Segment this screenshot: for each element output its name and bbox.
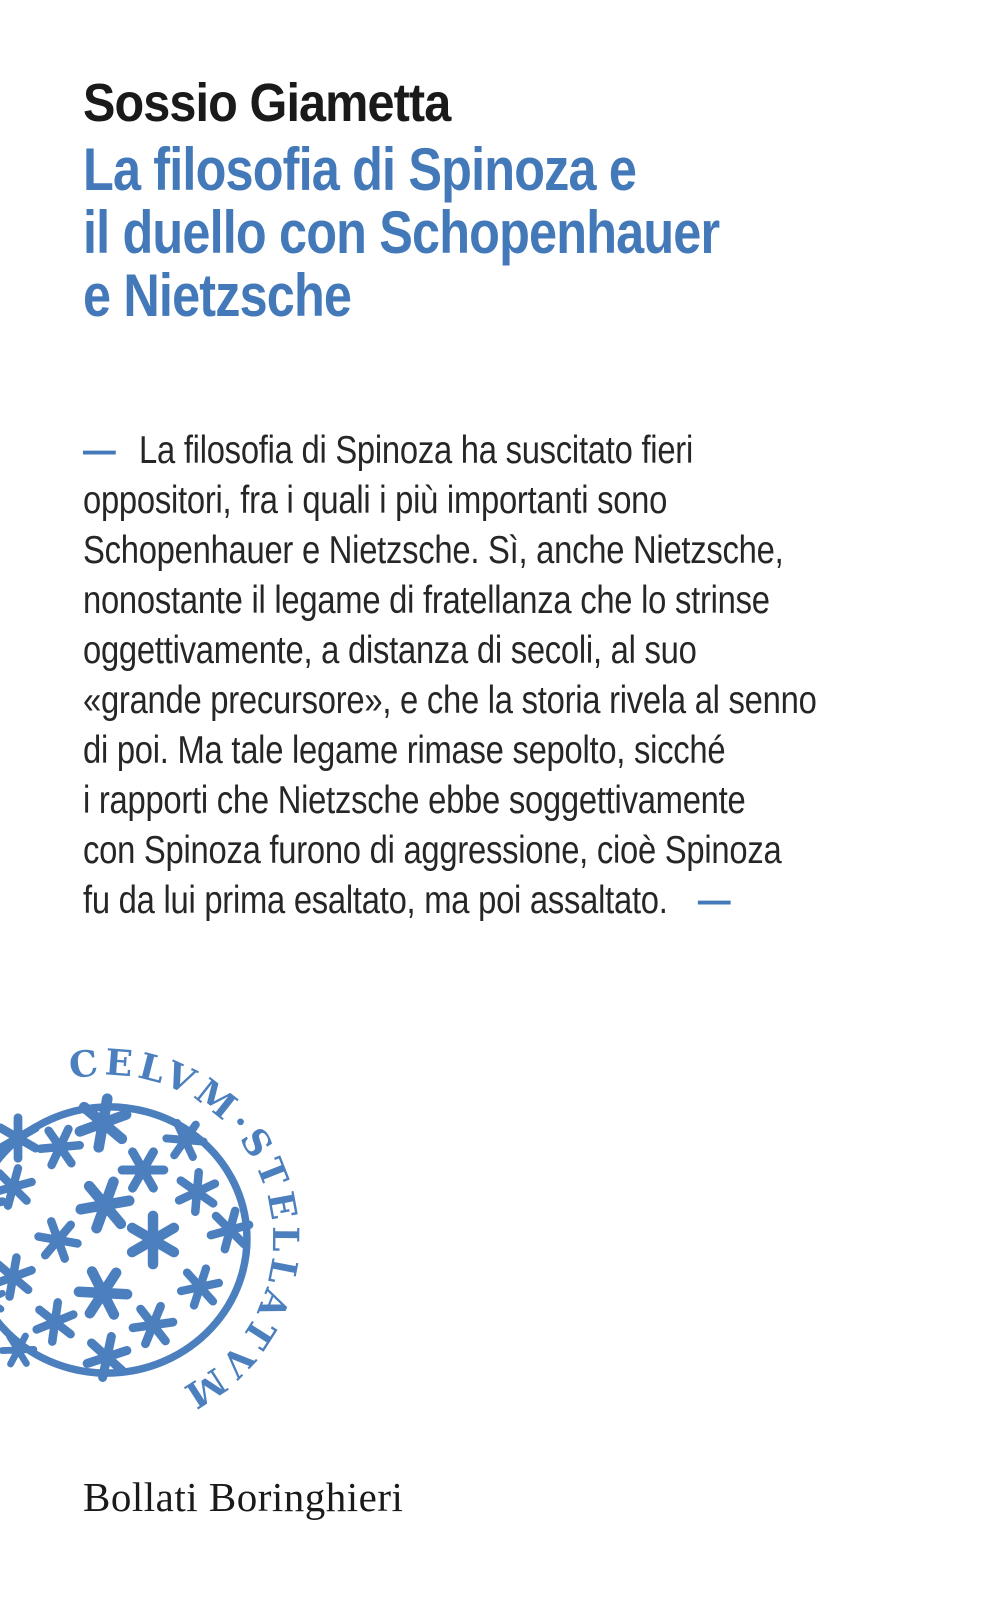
star-icon [129,1300,177,1351]
star-icon [0,1283,3,1317]
title-line-3: e Nietzsche [83,262,352,329]
star-icon [78,1095,128,1151]
blurb [83,426,817,926]
star-icon [32,1214,84,1266]
blurb-text: fu da lui prima esaltato, ma poi assaltato. [83,879,668,922]
publisher-logo [0,1030,320,1450]
stars [0,1095,252,1381]
trail-dash: — [697,879,731,922]
publisher-name: Bollati Boringhieri [83,1474,404,1520]
star-icon [72,1261,133,1324]
title-line-1: La filosofia di Spinoza e [83,136,637,203]
blurb-line: Schopenhauer e Nietzsche. Sì, anche Nietzsche, [83,529,784,572]
blurb-text: La filosofia di Spinoza ha suscitato fieri [139,429,693,472]
blurb-line [83,426,817,476]
star-icon [178,1263,222,1310]
logo-curved-text: CELVM·STELLATVM [66,1041,307,1419]
star-icon [132,1216,174,1264]
star-icon [178,1171,216,1213]
starry-sky [0,1093,260,1387]
title-line-2: il duello con Schopenhauer [83,199,720,266]
blurb-line: «grande precursore», e che la storia rivela al senno [83,679,817,722]
book-title [83,138,719,327]
blurb-line: di poi. Ma tale legame rimase sepolto, sicché [83,729,726,772]
star-icon [77,1175,134,1236]
blurb-line: nonostante il legame di fratellanza che lo strinse [83,579,770,622]
blurb-line [83,876,817,926]
author-name: Sossio Giametta [83,73,451,133]
blurb-line: oppositori, fra i quali i più importanti sono [83,479,668,522]
lead-dash: — [83,429,116,472]
blurb-line: oggettivamente, a distanza di secoli, al suo [83,629,697,672]
blurb-line: i rapporti che Nietzsche ebbe soggettivamente [83,779,746,822]
blurb-line: con Spinoza furono di aggressione, cioè Spinoza [83,829,782,872]
star-icon [117,1143,169,1197]
star-icon [35,1300,74,1344]
